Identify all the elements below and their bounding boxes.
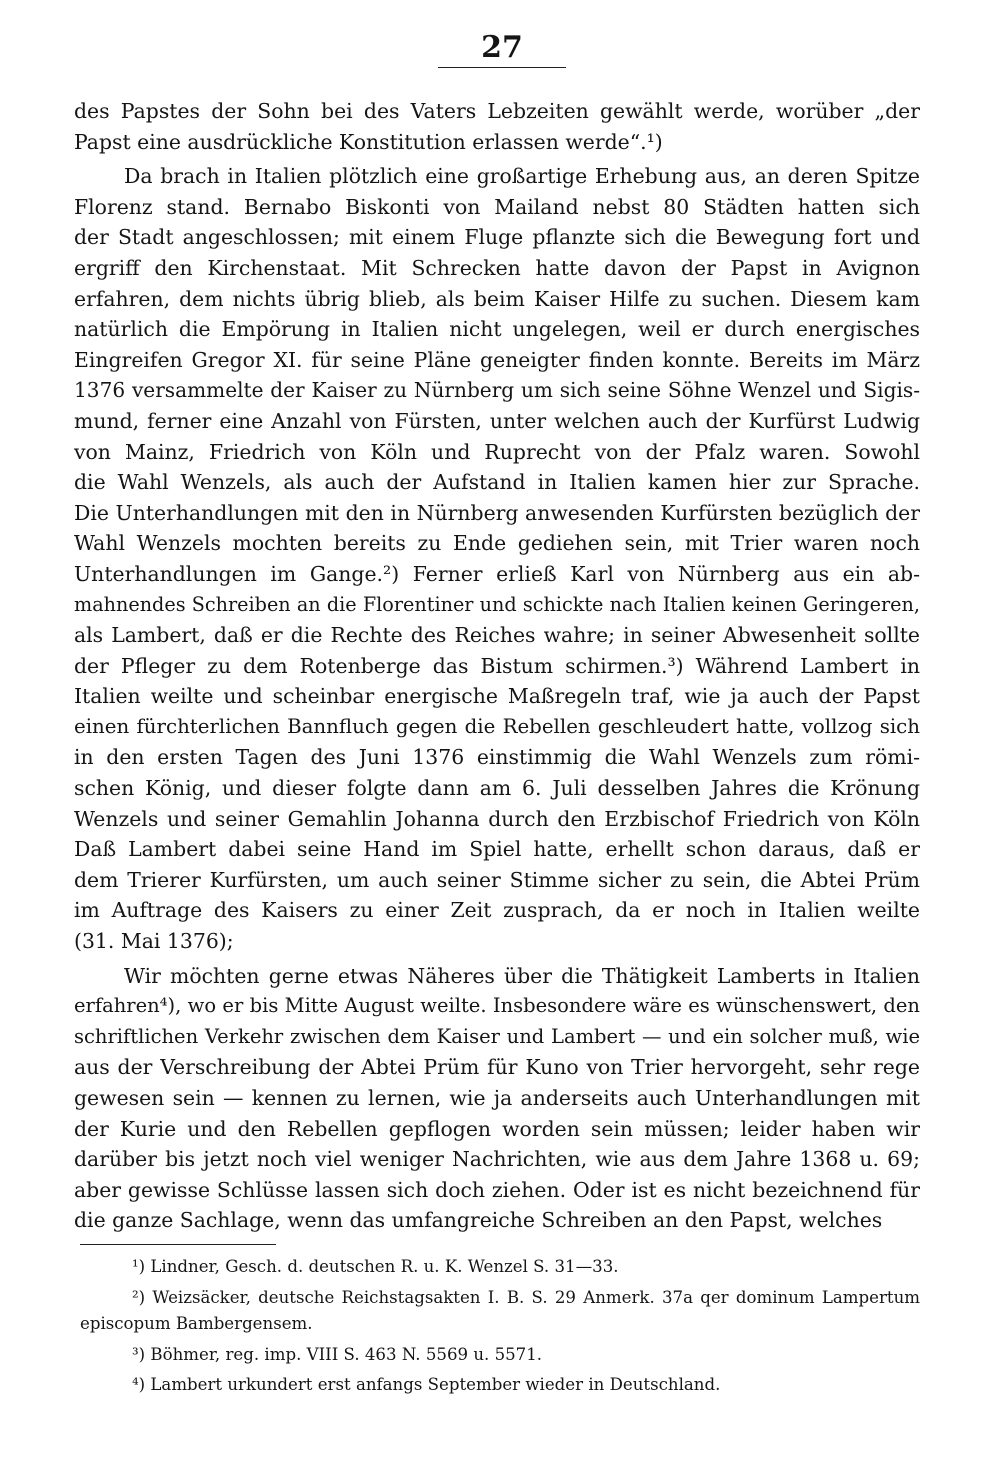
paragraph xyxy=(74,96,920,157)
footnote xyxy=(80,1342,920,1369)
paragraph xyxy=(74,961,920,1236)
text-line: Unterhandlungen im Gange.²) Ferner erließ Karl von Nürnberg aus ein ab- xyxy=(74,561,920,586)
text-line: Florenz stand. Bernabo Biskonti von Mailand nebst 80 Städten hatten sich xyxy=(74,194,920,219)
text-line: die ganze Sachlage, wenn das umfangreiche Schreiben an den Papst, welches xyxy=(74,1208,883,1233)
text-line: der Kurie und den Rebellen gepflogen worden sein müssen; leider haben wir xyxy=(74,1116,920,1141)
text-line: Wenzels und seiner Gemahlin Johanna durch den Erzbischof Friedrich von Köln xyxy=(74,806,920,831)
text-line: aus der Verschreibung der Abtei Prüm für Kuno von Trier hervorgeht, sehr rege xyxy=(74,1055,920,1080)
footnote xyxy=(80,1254,920,1281)
text-line: im Auftrage des Kaisers zu einer Zeit zusprach, da er noch in Italien weilte xyxy=(74,898,920,923)
text-line: Italien weilte und scheinbar energische Maßregeln traf, wie ja auch der Papst xyxy=(74,684,920,709)
text-line: mund, ferner eine Anzahl von Fürsten, unter welchen auch der Kurfürst Ludwig xyxy=(74,408,920,433)
footnote xyxy=(80,1285,920,1338)
text-line: mahnendes Schreiben an die Florentiner und schickte nach Italien keinen Geringeren, xyxy=(74,592,920,616)
text-line: natürlich die Empörung in Italien nicht ungelegen, weil er durch energisches xyxy=(74,317,920,342)
text-line: ergriff den Kirchenstaat. Mit Schrecken hatte davon der Papst in Avignon xyxy=(74,255,920,280)
text-line: aber gewisse Schlüsse lassen sich doch ziehen. Oder ist es nicht bezeichnend für xyxy=(74,1177,920,1202)
text-line: der Stadt angeschlossen; mit einem Fluge pflanzte sich die Bewegung fort und xyxy=(74,225,920,250)
text-line: die Wahl Wenzels, als auch der Aufstand in Italien kamen hier zur Sprache. xyxy=(74,470,920,495)
text-line: erfahren, dem nichts übrig blieb, als beim Kaiser Hilfe zu suchen. Diesem kam xyxy=(74,286,920,311)
text-line: gewesen sein — kennen zu lernen, wie ja anderseits auch Unterhandlungen mit xyxy=(74,1086,920,1110)
text-line: erfahren⁴), wo er bis Mitte August weilte. Insbesondere wäre es wünschenswert, den xyxy=(74,994,920,1018)
footnote-rule xyxy=(80,1244,276,1245)
text-line: der Pfleger zu dem Rotenberge das Bistum schirmen.³) Während Lambert in xyxy=(74,653,920,678)
text-line: als Lambert, daß er die Rechte des Reiches wahre; in seiner Abwesenheit sollte xyxy=(74,623,920,648)
footnote-line: ³) Böhmer, reg. imp. VIII S. 463 N. 5569 u. 5571. xyxy=(132,1344,543,1364)
footnote-line: ²) Weizsäcker, deutsche Reichstagsakten I. B. S. 29 Anmerk. 37a qer dominum Lampertum xyxy=(132,1287,920,1307)
text-line: Die Unterhandlungen mit den in Nürnberg anwesenden Kurfürsten bezüglich der xyxy=(74,500,920,525)
footnote-line: ¹) Lindner, Gesch. d. deutschen R. u. K. Wenzel S. 31—33. xyxy=(132,1257,619,1276)
header-rule xyxy=(438,67,566,68)
footnote-line: episcopum Bambergensem. xyxy=(80,1314,313,1333)
text-line: 1376 versammelte der Kaiser zu Nürnberg um sich seine Söhne Wenzel und Sigis- xyxy=(74,378,920,403)
text-line: in den ersten Tagen des Juni 1376 einstimmig die Wahl Wenzels zum römi- xyxy=(74,745,920,770)
footnote-line: ⁴) Lambert urkundert erst anfangs September wieder in Deutschland. xyxy=(132,1375,721,1394)
text-line: (31. Mai 1376); xyxy=(74,929,234,954)
footnotes xyxy=(80,1254,920,1399)
text-line: darüber bis jetzt noch viel weniger Nachrichten, wie aus dem Jahre 1368 u. 69; xyxy=(74,1147,920,1172)
text-line: schriftlichen Verkehr zwischen dem Kaiser und Lambert — und ein solcher muß, wie xyxy=(74,1024,920,1048)
text-line: schen König, und dieser folgte dann am 6. Juli desselben Jahres die Krönung xyxy=(74,776,920,801)
text-line: Wir möchten gerne etwas Näheres über die Thätigkeit Lamberts in Italien xyxy=(124,963,920,988)
paragraph xyxy=(74,161,920,956)
text-line: Eingreifen Gregor XI. für seine Pläne geneigter finden konnte. Bereits im März xyxy=(74,347,920,372)
footnote xyxy=(80,1372,920,1399)
text-line: Wahl Wenzels mochten bereits zu Ende gediehen sein, mit Trier waren noch xyxy=(74,531,920,556)
text-line: des Papstes der Sohn bei des Vaters Lebzeiten gewählt werde, worüber „der xyxy=(74,99,920,123)
text-line: dem Trierer Kurfürsten, um auch seiner Stimme sicher zu sein, die Abtei Prüm xyxy=(74,867,920,892)
text-line: Daß Lambert dabei seine Hand im Spiel hatte, erhellt schon daraus, daß er xyxy=(74,837,920,862)
text-line: Da brach in Italien plötzlich eine großartige Erhebung aus, an deren Spitze xyxy=(124,164,920,189)
text-line: von Mainz, Friedrich von Köln und Ruprecht von der Pfalz waren. Sowohl xyxy=(74,439,920,464)
text-line: einen fürchterlichen Bannfluch gegen die Rebellen geschleudert hatte, vollzog sich xyxy=(74,714,920,738)
text-line: Papst eine ausdrückliche Konstitution erlassen werde“.¹) xyxy=(74,129,663,154)
body-text xyxy=(74,96,920,1236)
page-number: 27 xyxy=(481,30,523,65)
